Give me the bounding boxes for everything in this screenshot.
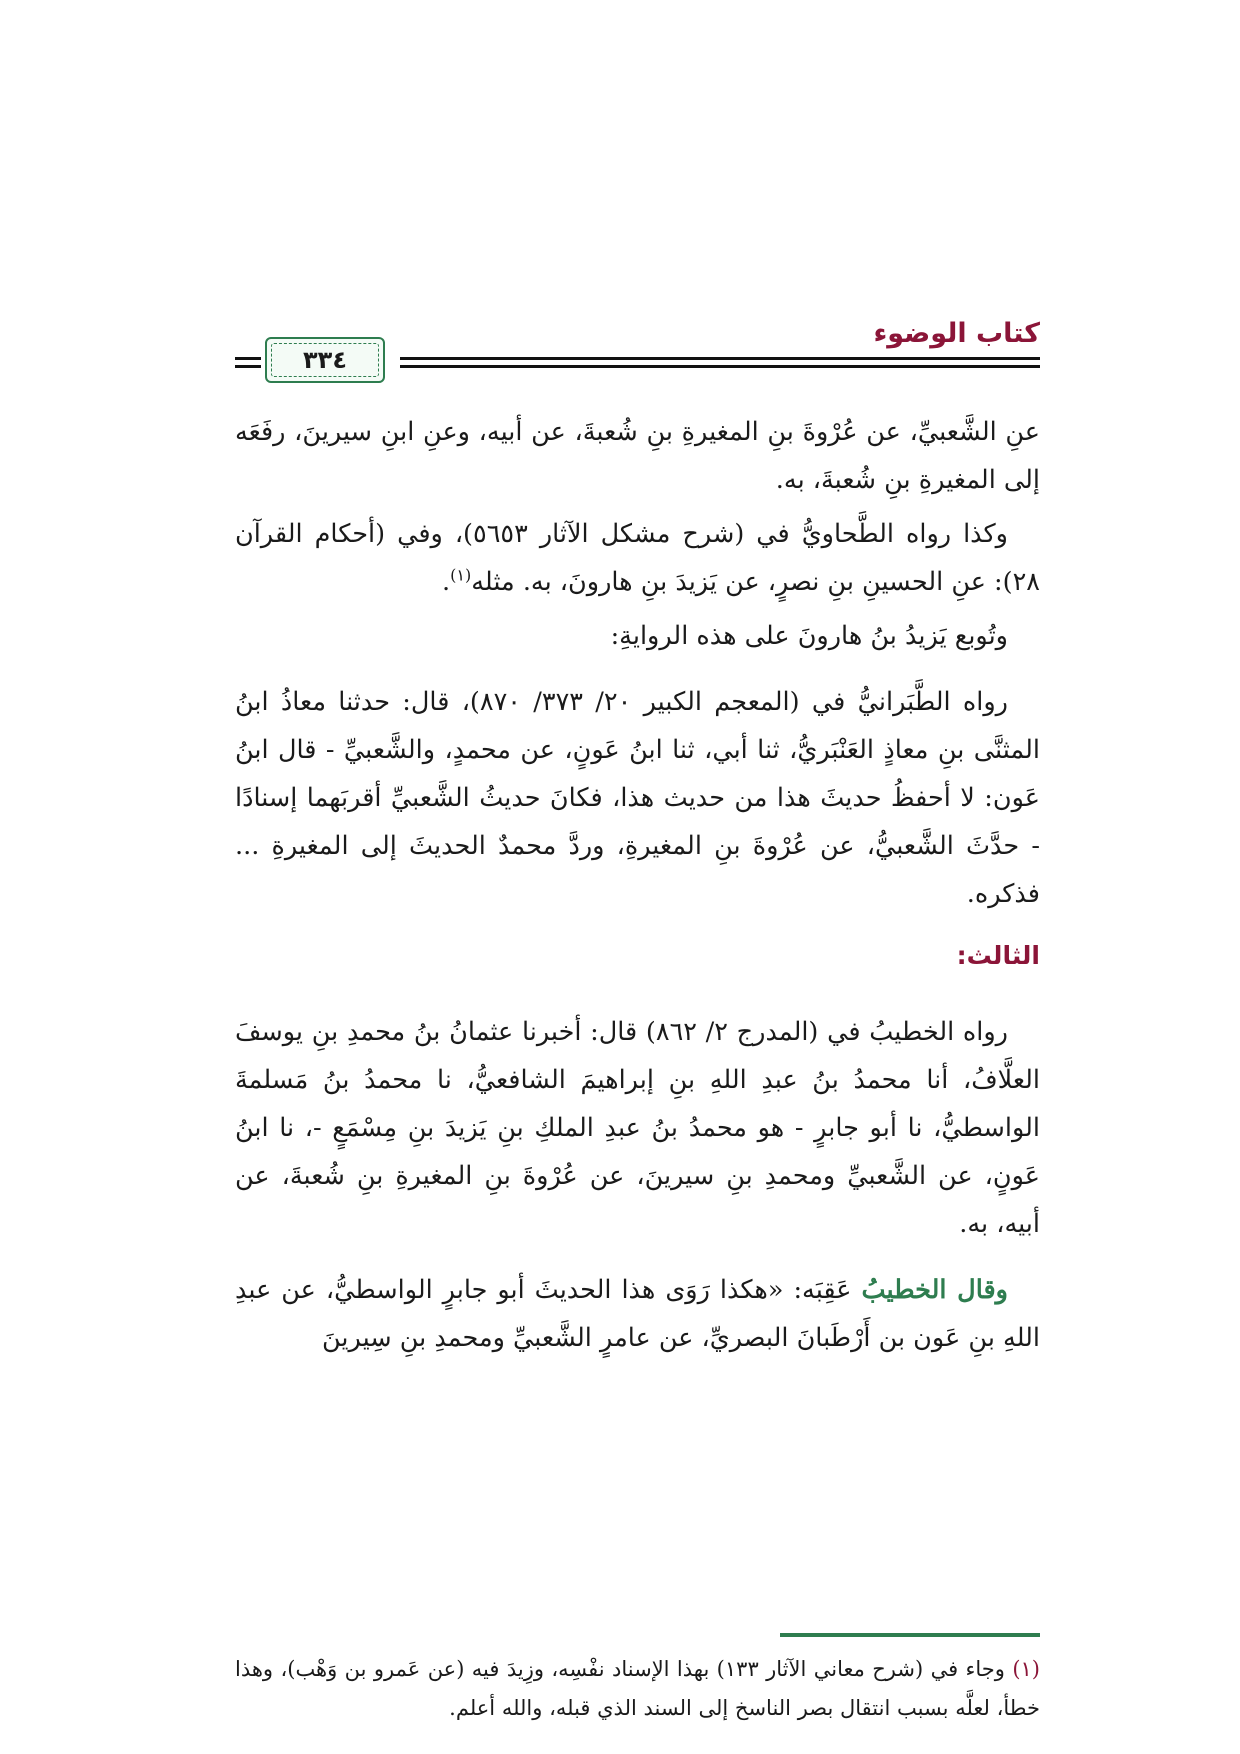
page-number-ornament bbox=[265, 337, 385, 383]
paragraph-2-end: . bbox=[442, 567, 451, 597]
paragraph-2 bbox=[235, 510, 1040, 606]
footnote-1 bbox=[235, 1650, 1040, 1728]
paragraph-4: رواه الطَّبَرانيُّ في (المعجم الكبير ٢٠/ ٣٧٣/ ٨٧٠)، قال: حدثنا معاذُ ابنُ المثنَّى بنِ معاذٍ العَنْبَريُّ، ثنا أبي، ثنا ابنُ عَونٍ، عن محمدٍ، والشَّعبيِّ - قال ابنُ عَون: لا أحفظُ حديثَ هذا من حديث هذا، فكانَ حديثُ الشَّعبيِّ أقربَهما إسنادًا - حدَّثَ الشَّعبيُّ، عن عُرْوةَ بنِ المغيرةِ، وردَّ محمدٌ الحديثَ إلى المغيرةِ ... فذكره. bbox=[235, 687, 1040, 909]
header-rule-bottom bbox=[400, 365, 1040, 368]
footnote-reference[interactable]: (١) bbox=[450, 565, 472, 585]
paragraph-6-lead: وقال الخطيبُ bbox=[861, 1275, 1008, 1305]
footnote-divider bbox=[780, 1633, 1040, 1637]
paragraph-6-text: عَقِبَه: «هكذا رَوَى هذا الحديثَ أبو جابرٍ الواسطيُّ، عن عبدِ اللهِ بنِ عَون بن أَرْطَبانَ البصريِّ، عن عامرٍ الشَّعبيِّ ومحمدِ بنِ سِيرينَ bbox=[235, 1275, 1040, 1353]
paragraph-2-text: وكذا رواه الطَّحاويُّ في (شرح مشكل الآثار ٥٦٥٣)، وفي (أحكام القرآن ٢٨): عنِ الحسينِ بنِ نصرٍ، عن يَزيدَ بنِ هارونَ، به. مثله bbox=[235, 519, 1040, 597]
paragraph-5: رواه الخطيبُ في (المدرج ٢/ ٨٦٢) قال: أخبرنا عثمانُ بنُ محمدِ بنِ يوسفَ العلَّافُ، أنا محمدُ بنُ عبدِ اللهِ بنِ إبراهيمَ الشافعيُّ، نا محمدُ بنُ مَسلمةَ الواسطيُّ، نا أبو جابرٍ - هو محمدُ بنُ عبدِ الملكِ بنِ يَزيدَ بنِ مِسْمَعٍ -، نا ابنُ عَونٍ، عن الشَّعبيِّ ومحمدِ بنِ سيرينَ، عن عُرْوةَ بنِ المغيرةِ بنِ شُعبةَ، عن أبيه، به. bbox=[235, 1017, 1040, 1239]
header-rule-left-bottom bbox=[235, 365, 261, 368]
footnote-number: (١) bbox=[1012, 1657, 1040, 1681]
header-rule-left-top bbox=[235, 357, 261, 360]
main-text bbox=[235, 408, 1040, 1380]
section-heading-third: الثالث: bbox=[956, 941, 1040, 970]
header-rule-top bbox=[400, 357, 1040, 360]
paragraph-6 bbox=[235, 1266, 1040, 1362]
footnote-text: وجاء في (شرح معاني الآثار ١٣٣) بهذا الإسناد نفْسِه، وزِيدَ فيه (عن عَمرو بن وَهْب)، وهذا خطأ، لعلَّه بسبب انتقال بصر الناسخ إلى السند الذي قبله، والله أعلم. bbox=[235, 1657, 1040, 1720]
paragraph-1: عنِ الشَّعبيِّ، عن عُرْوةَ بنِ المغيرةِ بنِ شُعبةَ، عن أبيه، وعنِ ابنِ سيرينَ، رفَعَه إلى المغيرةِ بنِ شُعبةَ، به. bbox=[235, 417, 1040, 495]
page-number: ٣٣٤ bbox=[303, 346, 347, 374]
footnotes bbox=[235, 1650, 1040, 1728]
chapter-title: كتاب الوضوء bbox=[873, 318, 1040, 349]
paragraph-3: وتُوبع يَزيدُ بنُ هارونَ على هذه الروايةِ: bbox=[610, 621, 1008, 651]
page-header bbox=[235, 316, 1040, 386]
